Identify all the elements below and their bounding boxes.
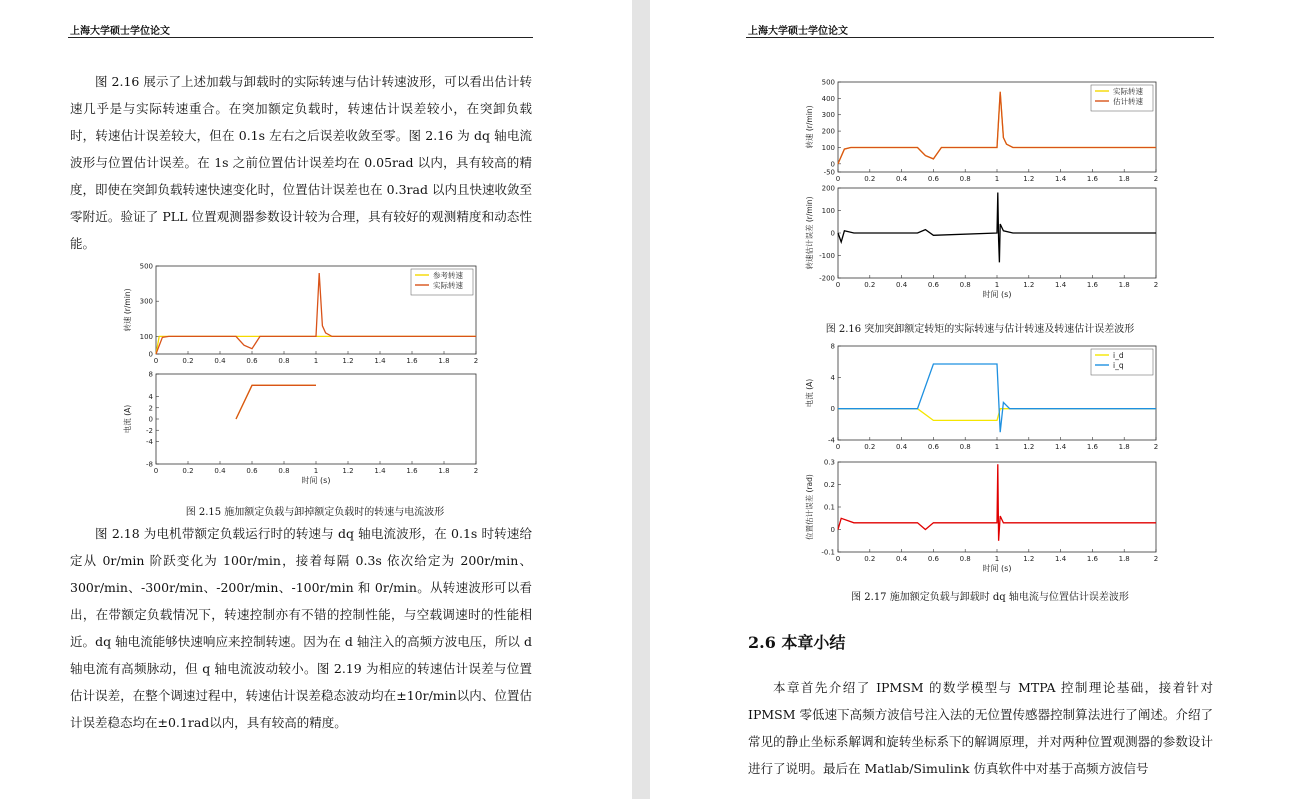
x-tick-label: 1.8 (438, 357, 450, 365)
x-tick-label: 0.2 (182, 357, 194, 365)
x-axis-label: 时间 (s) (982, 290, 1012, 299)
x-tick-label: 1 (994, 175, 1000, 183)
page-gap (632, 0, 650, 799)
x-tick-label: 1.2 (342, 357, 354, 365)
x-tick-label: 1.2 (1023, 281, 1035, 289)
legend-label: 实际转速 (433, 281, 463, 290)
x-tick-label: 0.4 (896, 281, 908, 289)
y-tick-label: 300 (139, 297, 153, 306)
y-tick-label: 100 (821, 207, 835, 215)
x-tick-label: 0 (835, 443, 841, 451)
x-tick-label: 1 (994, 555, 1000, 563)
x-tick-label: 1.2 (1023, 175, 1035, 183)
x-tick-label: 0.2 (864, 281, 876, 289)
y-tick-label: 2 (148, 404, 153, 413)
x-tick-label: 1.4 (1055, 443, 1067, 451)
legend-label: i_q (1113, 361, 1124, 370)
x-tick-label: 1.8 (1118, 175, 1130, 183)
x-tick-label: 1 (313, 467, 319, 475)
y-tick-label: 8 (148, 370, 153, 379)
y-axis-label: 电流 (A) (805, 378, 814, 408)
legend-label: 参考转速 (433, 271, 463, 280)
x-axis-label: 时间 (s) (301, 476, 331, 485)
x-tick-label: 1.6 (1086, 281, 1098, 289)
x-tick-label: 1.6 (1086, 555, 1098, 563)
y-tick-label: 0.2 (823, 481, 835, 489)
y-tick-label: -8 (146, 460, 153, 469)
x-tick-label: 1.4 (1055, 175, 1067, 183)
x-tick-label: 1.2 (1023, 443, 1035, 451)
section-title: 2.6 本章小结 (748, 633, 846, 652)
x-tick-label: 1.2 (342, 467, 354, 475)
y-tick-label: -50 (823, 168, 835, 177)
right-page (650, 0, 1295, 799)
header-rule (68, 37, 533, 38)
x-tick-label: 1.8 (1118, 281, 1130, 289)
x-tick-label: 1.8 (1118, 443, 1130, 451)
y-tick-label: -200 (819, 274, 835, 283)
x-tick-label: 1.4 (1055, 555, 1067, 563)
y-tick-label: -100 (819, 252, 835, 260)
x-tick-label: 0.2 (864, 443, 876, 451)
x-tick-label: 0 (153, 467, 159, 475)
x-tick-label: 2 (473, 357, 479, 365)
y-tick-label: 400 (821, 94, 835, 103)
y-tick-label: -4 (828, 436, 835, 445)
x-tick-label: 2 (1153, 175, 1159, 183)
figure-2-17 (792, 340, 1162, 580)
chart-fig15b (122, 371, 478, 486)
x-tick-label: 0.6 (927, 281, 939, 289)
y-axis-label: 转速估计误差 (r/min) (805, 196, 814, 270)
x-tick-label: 1.2 (1023, 555, 1035, 563)
y-axis-label: 位置估计误差 (rad) (805, 474, 814, 540)
x-tick-label: 2 (1153, 443, 1159, 451)
y-axis-label: 电流 (A) (123, 404, 132, 434)
x-tick-label: 2 (473, 467, 479, 475)
figure-2-17-caption: 图 2.17 施加额定负载与卸载时 dq 轴电流与位置估计误差波形 (851, 592, 1129, 603)
x-tick-label: 0.4 (214, 467, 226, 475)
figure-2-16-caption: 图 2.16 突加突卸额定转矩的实际转速与估计转速及转速估计误差波形 (825, 324, 1135, 335)
figure-2-16 (792, 76, 1162, 308)
x-tick-label: 0.6 (927, 175, 939, 183)
chart-fig17a (804, 343, 1158, 452)
y-tick-label: -2 (146, 426, 153, 435)
x-tick-label: 0.2 (182, 467, 194, 475)
legend-label: 实际转速 (1113, 87, 1143, 96)
summary-paragraph: 本章首先介绍了 IPMSM 的数学模型与 MTPA 控制理论基础，接着针对 IPMSM 零低速下高频方波信号注入法的无位置传感器控制算法进行了阐述。介绍了常见的静止坐标系解调和旋转坐标系下的解调原理，并对两种位置观测器的参数设计进行了说明。最后在 Matlab/Simulink 仿真软件中对基于高频方波信号 (748, 680, 1213, 776)
chart-fig16a (804, 79, 1158, 184)
x-tick-label: 1 (994, 281, 1000, 289)
y-tick-label: 8 (830, 342, 835, 351)
x-tick-label: 1 (994, 443, 1000, 451)
x-tick-label: 0 (835, 555, 841, 563)
x-tick-label: 0.8 (278, 467, 290, 475)
y-tick-label: 300 (821, 111, 835, 120)
x-tick-label: 1.4 (1055, 281, 1067, 289)
y-tick-label: 0.3 (823, 458, 835, 467)
y-tick-label: 200 (821, 184, 835, 193)
y-tick-label: 4 (830, 373, 835, 382)
x-tick-label: 0.6 (246, 467, 258, 475)
y-tick-label: 0 (830, 405, 835, 414)
x-tick-label: 0 (835, 281, 841, 289)
figure-2-15 (118, 258, 488, 490)
x-tick-label: 0.8 (959, 281, 971, 289)
x-tick-label: 0 (153, 357, 159, 365)
x-tick-label: 0.8 (959, 555, 971, 563)
y-tick-label: -0.1 (821, 548, 835, 557)
x-tick-label: 1 (313, 357, 319, 365)
x-tick-label: 1.6 (1086, 443, 1098, 451)
x-tick-label: 0.4 (896, 443, 908, 451)
figure-2-15-caption: 图 2.15 施加额定负载与卸掉额定负载时的转速与电流波形 (185, 507, 445, 518)
y-tick-label: 500 (821, 78, 835, 87)
x-tick-label: 1.6 (406, 357, 418, 365)
x-tick-label: 1.8 (438, 467, 450, 475)
plot-area (156, 374, 476, 464)
chart-fig15a (122, 263, 478, 366)
y-tick-label: 0 (830, 160, 835, 169)
y-axis-label: 转速 (r/min) (805, 105, 814, 149)
x-axis-label: 时间 (s) (982, 564, 1012, 573)
y-tick-label: 0.1 (823, 503, 835, 512)
x-tick-label: 1.4 (374, 357, 386, 365)
x-tick-label: 0.2 (864, 175, 876, 183)
x-tick-label: 1.6 (1086, 175, 1098, 183)
y-tick-label: 4 (148, 393, 153, 401)
legend-label: 估计转速 (1113, 97, 1143, 106)
x-tick-label: 2 (1153, 555, 1159, 563)
y-tick-label: 100 (139, 332, 153, 341)
x-tick-label: 0.4 (214, 357, 226, 365)
y-tick-label: 500 (139, 262, 153, 271)
x-tick-label: 0.6 (927, 555, 939, 563)
x-tick-label: 2 (1153, 281, 1159, 289)
x-tick-label: 1.8 (1118, 555, 1130, 563)
x-tick-label: 0.2 (864, 555, 876, 563)
y-tick-label: 0 (148, 415, 153, 424)
paragraph-1: 图 2.16 展示了上述加载与卸载时的实际转速与估计转速波形，可以看出估计转速几乎是与实际转速重合。在突加额定负载时，转速估计误差较小，在突卸负载时，转速估计误差较大，但在 0.1s 左右之后误差收敛至零。图 2.16 为 dq 轴电流波形与位置估计误差。在 1s 之前位置估计误差均在 0.05rad 以内，具有较高的精度，即使在突卸负载转速快速变化时，位置估计误差也在 0.3rad 以内且快速收敛至零附近。验证了 PLL 位置观测器参数设计较为合理，具有较好的观测精度和动态性能。 (70, 74, 532, 251)
left-page (0, 0, 632, 799)
x-tick-label: 0 (835, 175, 841, 183)
x-tick-label: 0.8 (959, 175, 971, 183)
y-tick-label: 0 (830, 526, 835, 534)
page-header-left: 上海大学硕士学位论文 (70, 26, 170, 37)
legend-label: i_d (1113, 351, 1124, 360)
x-tick-label: 0.8 (959, 443, 971, 451)
x-tick-label: 0.4 (896, 175, 908, 183)
x-tick-label: 0.6 (246, 357, 258, 365)
header-rule (746, 37, 1214, 38)
y-axis-label: 转速 (r/min) (123, 288, 132, 332)
y-tick-label: 100 (821, 143, 835, 152)
chart-fig16b (804, 185, 1158, 300)
x-tick-label: 0.6 (927, 443, 939, 451)
x-tick-label: 0.4 (896, 555, 908, 563)
y-tick-label: 0 (830, 229, 835, 238)
paragraph-2: 图 2.18 为电机带额定负载运行时的转速与 dq 轴电流波形，在 0.1s 时转速给定从 0r/min 阶跃变化为 100r/min，接着每隔 0.3s 依次给定为 200r/min、300r/min、-300r/min、-200r/min、-100r/min 和 0r/min。从转速波形可以看出，在带额定负载情况下，转速控制亦有不错的控制性能，与空载调速时的性能相近。dq 轴电流能够快速响应来控制转速。因为在 d 轴注入的高频方波电压，所以 d 轴电流有高频脉动，但 q 轴电流波动较小。图 2.19 为相应的转速估计误差与位置估计误差，在整个调速过程中，转速估计误差稳态波动均在±10r/min以内、位置估计误差稳态均在±0.1rad以内，具有较高的精度。 (70, 526, 532, 730)
y-tick-label: -4 (146, 438, 153, 446)
x-tick-label: 1.6 (406, 467, 418, 475)
x-tick-label: 0.8 (278, 357, 290, 365)
y-tick-label: 0 (148, 350, 153, 359)
x-tick-label: 1.4 (374, 467, 386, 475)
page-header-right: 上海大学硕士学位论文 (748, 26, 848, 37)
y-tick-label: 200 (821, 127, 835, 136)
chart-fig17b (804, 459, 1158, 574)
